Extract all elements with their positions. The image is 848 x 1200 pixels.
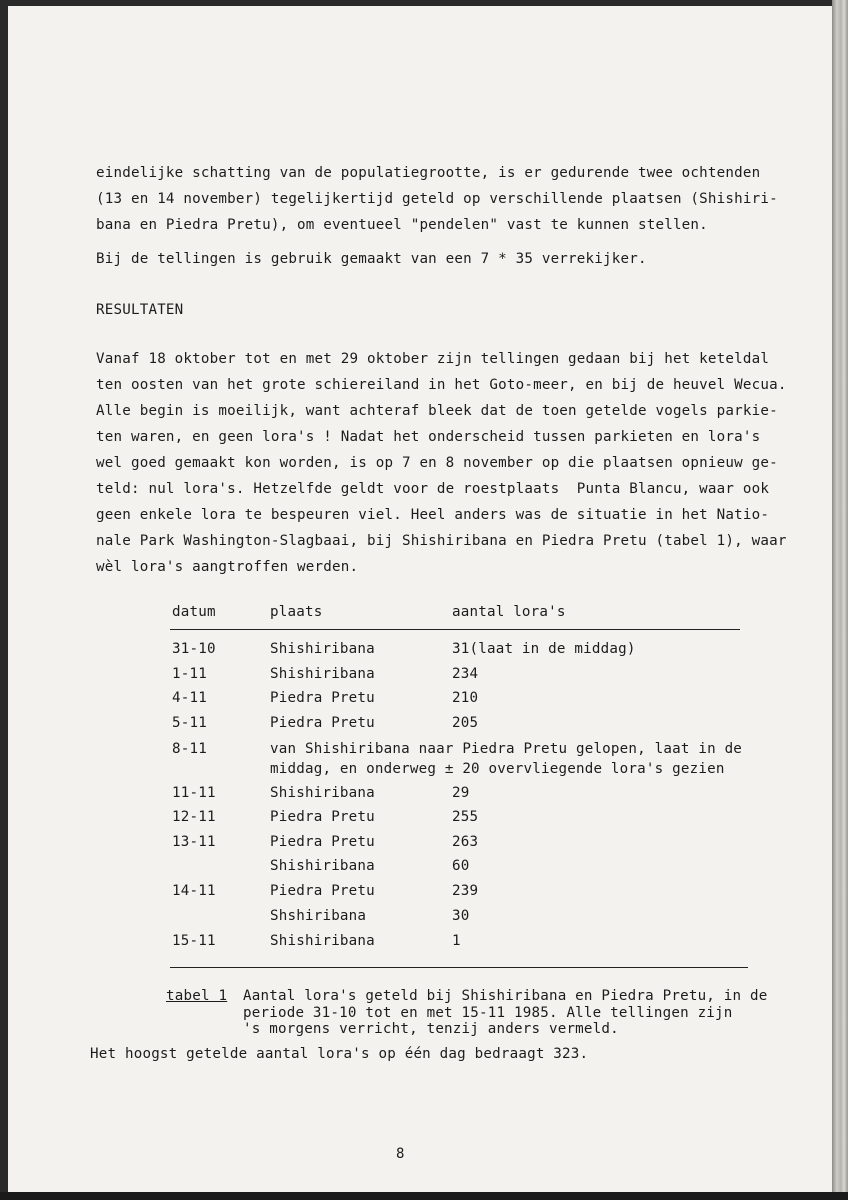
row-place: Piedra Pretu (270, 715, 375, 731)
row-count: 263 (452, 834, 479, 850)
caption-line: Aantal lora's geteld bij Shishiribana en Piedra Pretu, in de (243, 988, 768, 1004)
row-place: middag, en onderweg ± 20 overvliegende lora's gezien (270, 761, 725, 777)
row-count: 30 (452, 908, 470, 924)
table-header-place: plaats (270, 604, 323, 620)
row-place: Piedra Pretu (270, 834, 375, 850)
row-place: Piedra Pretu (270, 809, 375, 825)
intro-line: (13 en 14 november) tegelijkertijd geteld op verschillende plaatsen (Shishiri- (96, 191, 778, 207)
row-date: 4-11 (172, 690, 207, 706)
row-count: 239 (452, 883, 479, 899)
results-line: ten oosten van het grote schiereiland in het Goto-meer, en bij de heuvel Wecua. (96, 377, 787, 393)
row-date: 11-11 (172, 785, 216, 801)
row-place: Piedra Pretu (270, 690, 375, 706)
caption-label: tabel 1 (166, 988, 228, 1004)
table-header-count: aantal lora's (452, 604, 566, 620)
table-top-rule (170, 629, 740, 630)
row-count: 60 (452, 858, 470, 874)
conclusion-line: Het hoogst getelde aantal lora's op één dag bedraagt 323. (90, 1046, 589, 1062)
row-date: 12-11 (172, 809, 216, 825)
results-line: teld: nul lora's. Hetzelfde geldt voor de roestplaats Punta Blancu, waar ook (96, 481, 770, 497)
scan-border (0, 1192, 848, 1200)
intro-line: eindelijke schatting van de populatiegrootte, is er gedurende twee ochtenden (96, 165, 761, 181)
row-date: 15-11 (172, 933, 216, 949)
intro-line: bana en Piedra Pretu), om eventueel "pendelen" vast te kunnen stellen. (96, 217, 708, 233)
results-line: ten waren, en geen lora's ! Nadat het onderscheid tussen parkieten en lora's (96, 429, 761, 445)
row-date: 14-11 (172, 883, 216, 899)
row-count: 31(laat in de middag) (452, 641, 636, 657)
row-place: Shishiribana (270, 858, 375, 874)
caption-line: periode 31-10 tot en met 15-11 1985. Alle tellingen zijn (243, 1005, 733, 1021)
row-place: Shshiribana (270, 908, 367, 924)
row-count: 205 (452, 715, 479, 731)
row-date: 5-11 (172, 715, 207, 731)
row-date: 1-11 (172, 666, 207, 682)
row-count: 1 (452, 933, 461, 949)
intro-line: Bij de tellingen is gebruik gemaakt van een 7 * 35 verrekijker. (96, 251, 647, 267)
row-count: 29 (452, 785, 470, 801)
results-line: nale Park Washington-Slagbaai, bij Shishiribana en Piedra Pretu (tabel 1), waar (96, 533, 787, 549)
row-date: 31-10 (172, 641, 216, 657)
row-place: van Shishiribana naar Piedra Pretu gelopen, laat in de (270, 741, 743, 757)
row-date: 13-11 (172, 834, 216, 850)
row-count: 234 (452, 666, 479, 682)
row-place: Shishiribana (270, 933, 375, 949)
results-line: Alle begin is moeilijk, want achteraf bleek dat de toen getelde vogels parkie- (96, 403, 778, 419)
book-edge (832, 0, 848, 1200)
row-count: 210 (452, 690, 479, 706)
row-place: Piedra Pretu (270, 883, 375, 899)
page-number: 8 (396, 1146, 405, 1162)
results-line: wel goed gemaakt kon worden, is op 7 en 8 november op die plaatsen opnieuw ge- (96, 455, 778, 471)
results-line: Vanaf 18 oktober tot en met 29 oktober zijn tellingen gedaan bij het keteldal (96, 351, 770, 367)
caption-line: 's morgens verricht, tenzij anders vermeld. (243, 1021, 619, 1037)
row-place: Shishiribana (270, 785, 375, 801)
results-line: geen enkele lora te bespeuren viel. Heel anders was de situatie in het Natio- (96, 507, 770, 523)
row-date: 8-11 (172, 741, 207, 757)
table-bottom-rule (170, 967, 748, 968)
row-place: Shishiribana (270, 641, 375, 657)
results-line: wèl lora's aangtroffen werden. (96, 559, 359, 575)
row-place: Shishiribana (270, 666, 375, 682)
table-header-date: datum (172, 604, 216, 620)
row-count: 255 (452, 809, 479, 825)
section-heading: RESULTATEN (96, 302, 184, 318)
